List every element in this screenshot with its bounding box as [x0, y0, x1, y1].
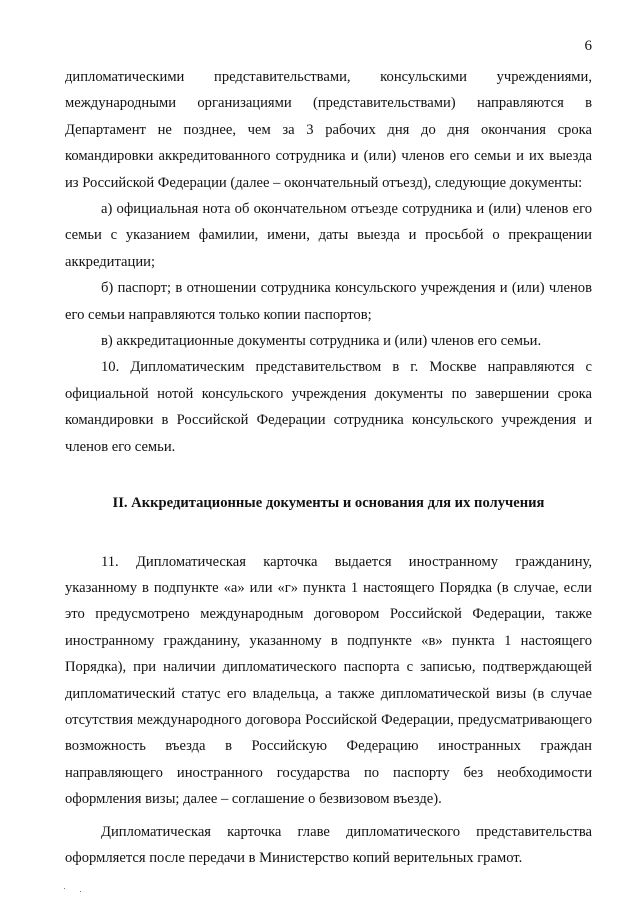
- page-number: 6: [584, 38, 592, 54]
- document-body: [65, 64, 592, 871]
- scan-speck: [80, 891, 81, 892]
- list-item-b: б) паспорт; в отношении сотрудника консульского учреждения и (или) членов его семьи направляются только копии паспортов;: [65, 280, 592, 323]
- paragraph-11: 11. Дипломатическая карточка выдается иностранному гражданину, указанному в подпункте «а» или «г» пункта 1 настоящего Порядка (в случае, если это предусмотрено международным договором Российской Федерации, также иностранному гражданину, указанному в подпункте «в» пункта 1 настоящего Порядка), при наличии дипломатического паспорта с записью, подтверждающей дипломатический статус его владельца, а также дипломатической визы (в случае отсутствия международного договора Российской Федерации, предусматривающего возможность въезда в Российскую Федерацию иностранных граждан направляющего иностранного государства по паспорту без необходимости оформления визы; далее – соглашение о безвизовом въезде).: [65, 553, 592, 808]
- list-item-a: а) официальная нота об окончательном отъезде сотрудника и (или) членов его семьи с указанием фамилии, имени, даты выезда и просьбой о прекращении аккредитации;: [65, 201, 592, 270]
- paragraph-intro: дипломатическими представительствами, консульскими учреждениями, международными организациями (представительствами) направляются в Департамент не позднее, чем за 3 рабочих дня до дня окончания срока командировки аккредитованного сотрудника и (или) членов его семьи и их выезда из Российской Федерации (далее – окончательный отъезд), следующие документы:: [65, 69, 592, 191]
- list-item-v: в) аккредитационные документы сотрудника и (или) членов его семьи.: [101, 333, 542, 350]
- heading-spacer: [65, 517, 592, 549]
- section-heading: II. Аккредитационные документы и основания для их получения: [112, 495, 545, 512]
- paragraph-10: 10. Дипломатическим представительством в г. Москве направляются с официальной нотой консульского учреждения документы по завершении срока командировки в Российской Федерации сотрудника консульского учреждения и членов его семьи.: [65, 359, 592, 455]
- section-spacer: [65, 460, 592, 490]
- paragraph-head-card: Дипломатическая карточка главе дипломатического представительства оформляется после передачи в Министерство копий верительных грамот.: [65, 823, 592, 866]
- scan-speck: [64, 888, 65, 889]
